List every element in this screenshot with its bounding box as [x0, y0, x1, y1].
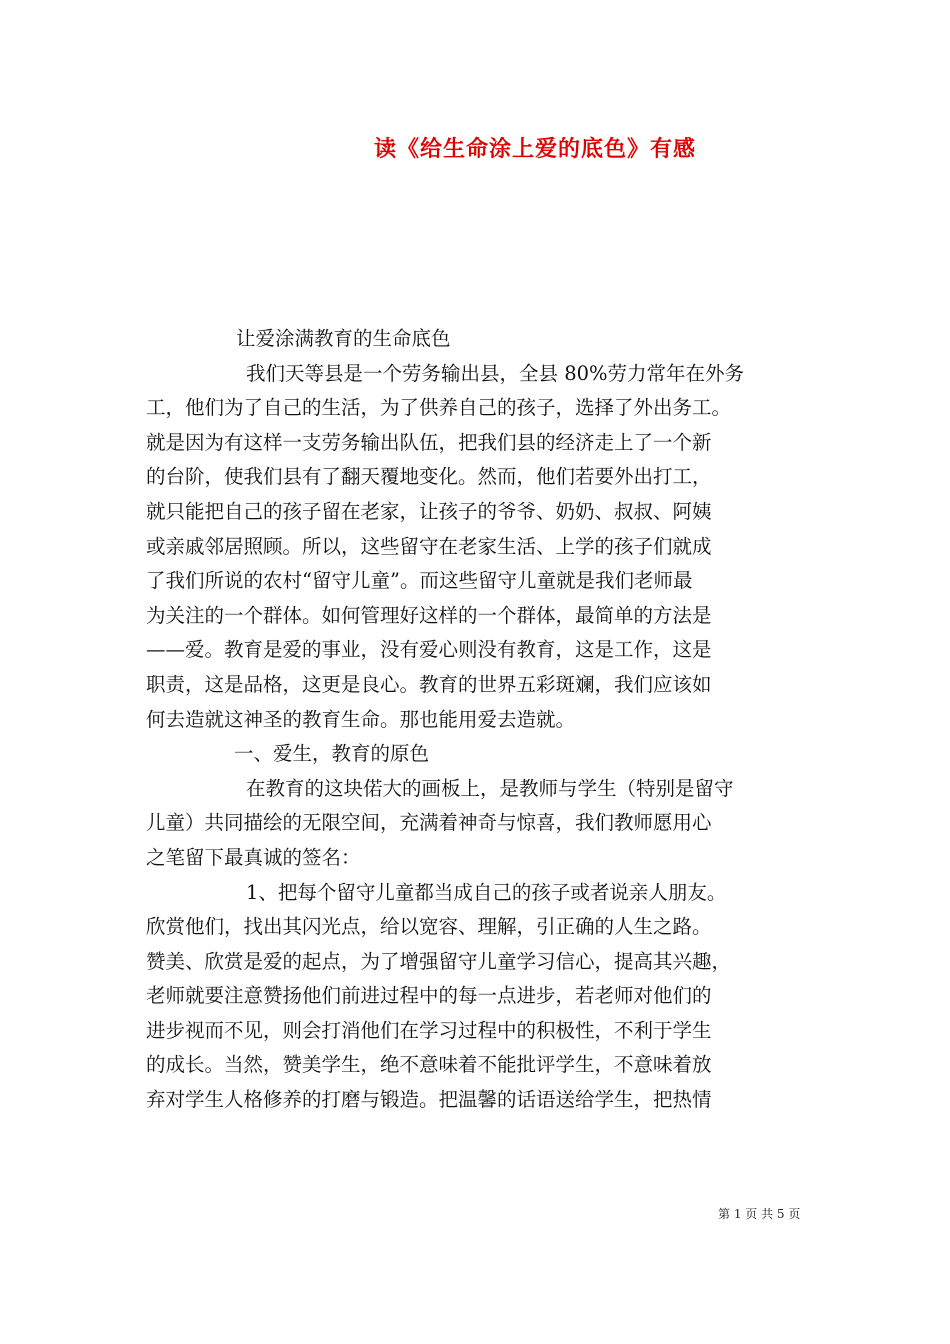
text-line: 或亲戚邻居照顾。所以，这些留守在老家生活、上学的孩子们就成: [146, 534, 712, 558]
page-number: 第 1 页 共 5 页: [718, 1207, 801, 1221]
text-line: 赞美、欣赏是爱的起点，为了增强留守儿童学习信心，提高其兴趣，: [146, 949, 732, 973]
text-line: 我们天等县是一个劳务输出县，全县 80%劳力常年在外务: [246, 361, 745, 385]
text-line: 一、爱生，教育的原色: [234, 742, 430, 766]
text-line: 的台阶，使我们县有了翻天覆地变化。然而，他们若要外出打工，: [146, 465, 712, 489]
text-line: 进步视而不见，则会打消他们在学习过程中的积极性，不利于学生: [146, 1018, 712, 1042]
text-line: 让爱涂满教育的生命底色: [236, 327, 451, 350]
text-line: 弃对学生人格修养的打磨与锻造。把温馨的话语送给学生，把热情: [146, 1088, 712, 1112]
text-line: 1、把每个留守儿童都当成自己的孩子或者说亲人朋友。: [246, 880, 727, 904]
text-line: 儿童）共同描绘的无限空间，充满着神奇与惊喜，我们教师愿用心: [146, 811, 712, 835]
text-line: 的成长。当然，赞美学生，绝不意味着不能批评学生，不意味着放: [146, 1053, 712, 1077]
text-line: 老师就要注意赞扬他们前进过程中的每一点进步，若老师对他们的: [146, 984, 712, 1008]
text-line: 工，他们为了自己的生活，为了供养自己的孩子，选择了外出务工。: [146, 396, 732, 420]
text-line: 在教育的这块偌大的画板上，是教师与学生（特别是留守: [246, 776, 734, 800]
document-title: 读《给生命涂上爱的底色》有感: [374, 136, 697, 162]
text-line: 欣赏他们，找出其闪光点，给以宽容、理解，引正确的人生之路。: [146, 915, 712, 939]
document-body: [146, 322, 811, 1118]
text-line: 就是因为有这样一支劳务输出队伍，把我们县的经济走上了一个新: [146, 430, 712, 454]
text-line: 为关注的一个群体。如何管理好这样的一个群体，最简单的方法是: [146, 603, 712, 627]
text-line: 之笔留下最真诚的签名：: [146, 845, 361, 869]
text-line: 了我们所说的农村“留守儿童”。而这些留守儿童就是我们老师最: [146, 569, 693, 593]
text-line: 职责，这是品格，这更是良心。教育的世界五彩斑斓，我们应该如: [146, 672, 712, 696]
text-line: 就只能把自己的孩子留在老家，让孩子的爷爷、奶奶、叔叔、阿姨: [146, 499, 712, 523]
text-line: ——爱。教育是爱的事业，没有爱心则没有教育，这是工作，这是: [146, 638, 712, 662]
text-line: 何去造就这神圣的教育生命。那也能用爱去造就。: [146, 707, 576, 731]
